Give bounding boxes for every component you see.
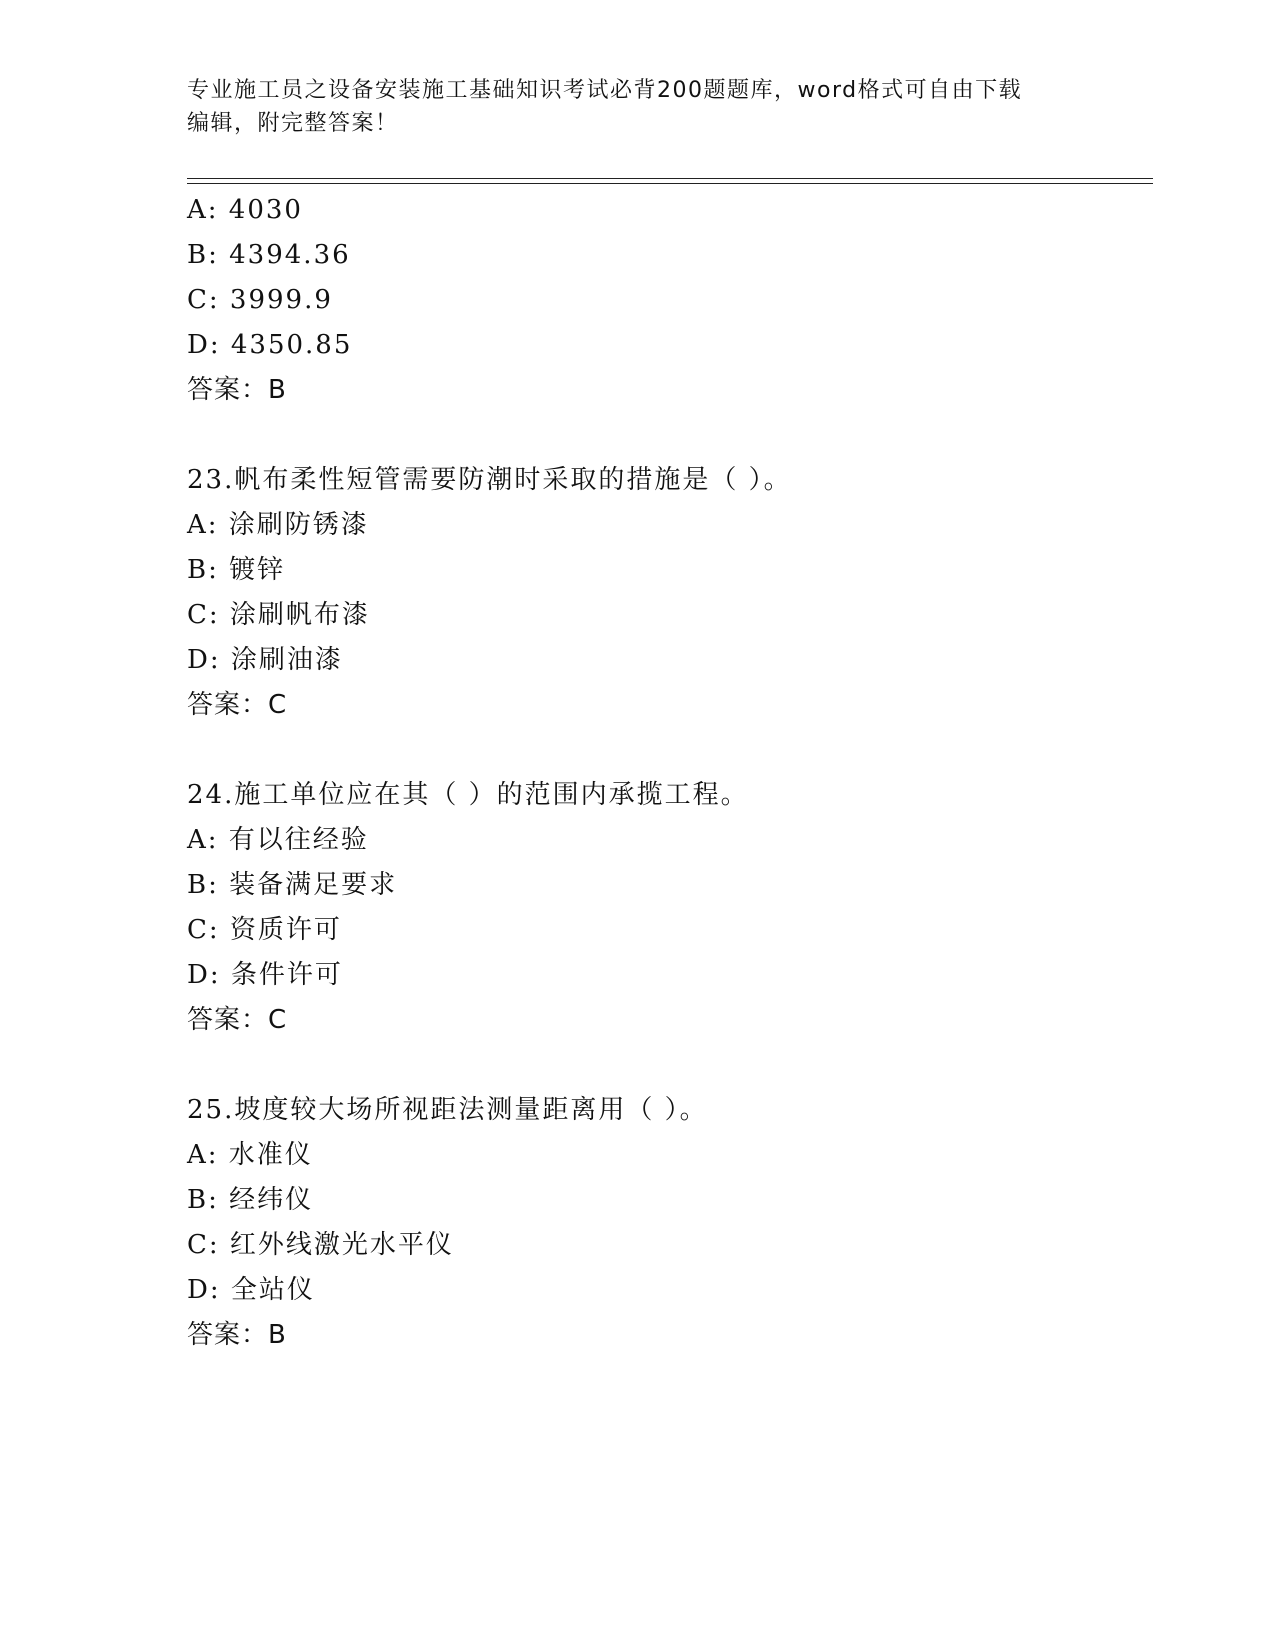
q23-answer: 答案：C (187, 690, 288, 720)
q24-option-d: D: 条件许可 (187, 960, 343, 990)
q24-option-c: C: 资质许可 (187, 915, 342, 945)
q24-answer: 答案：C (187, 1005, 288, 1035)
q25-option-b: B: 经纬仪 (187, 1185, 314, 1215)
q23-option-d: D: 涂刷油漆 (187, 645, 343, 675)
q23-option-b: B: 镀锌 (187, 555, 286, 585)
header-rule-bottom (187, 183, 1153, 184)
q24-question: 24.施工单位应在其（ ）的范围内承揽工程。 (187, 780, 749, 810)
q22-answer: 答案：B (187, 375, 287, 405)
q25-question: 25.坡度较大场所视距法测量距离用（ ）。 (187, 1095, 708, 1125)
q24-option-b: B: 装备满足要求 (187, 870, 398, 900)
q24-option-a: A: 有以往经验 (187, 825, 369, 855)
header-rule-top (187, 178, 1153, 179)
q23-question: 23.帆布柔性短管需要防潮时采取的措施是（ ）。 (187, 465, 792, 495)
q25-answer: 答案：B (187, 1320, 287, 1350)
q22-option-d: D: 4350.85 (187, 330, 353, 360)
header-line-1: 专业施工员之设备安装施工基础知识考试必背200题题库，word格式可自由下载 (187, 78, 1023, 103)
q25-option-c: C: 红外线激光水平仪 (187, 1230, 454, 1260)
q25-option-d: D: 全站仪 (187, 1275, 315, 1305)
q22-option-b: B: 4394.36 (187, 240, 351, 270)
document-header (187, 74, 1067, 140)
q23-option-c: C: 涂刷帆布漆 (187, 600, 370, 630)
q25-option-a: A: 水准仪 (187, 1140, 313, 1170)
q23-option-a: A: 涂刷防锈漆 (187, 510, 369, 540)
header-line-2: 编辑，附完整答案！ (187, 111, 399, 136)
q22-option-c: C: 3999.9 (187, 285, 333, 315)
q22-option-a: A: 4030 (187, 195, 303, 225)
